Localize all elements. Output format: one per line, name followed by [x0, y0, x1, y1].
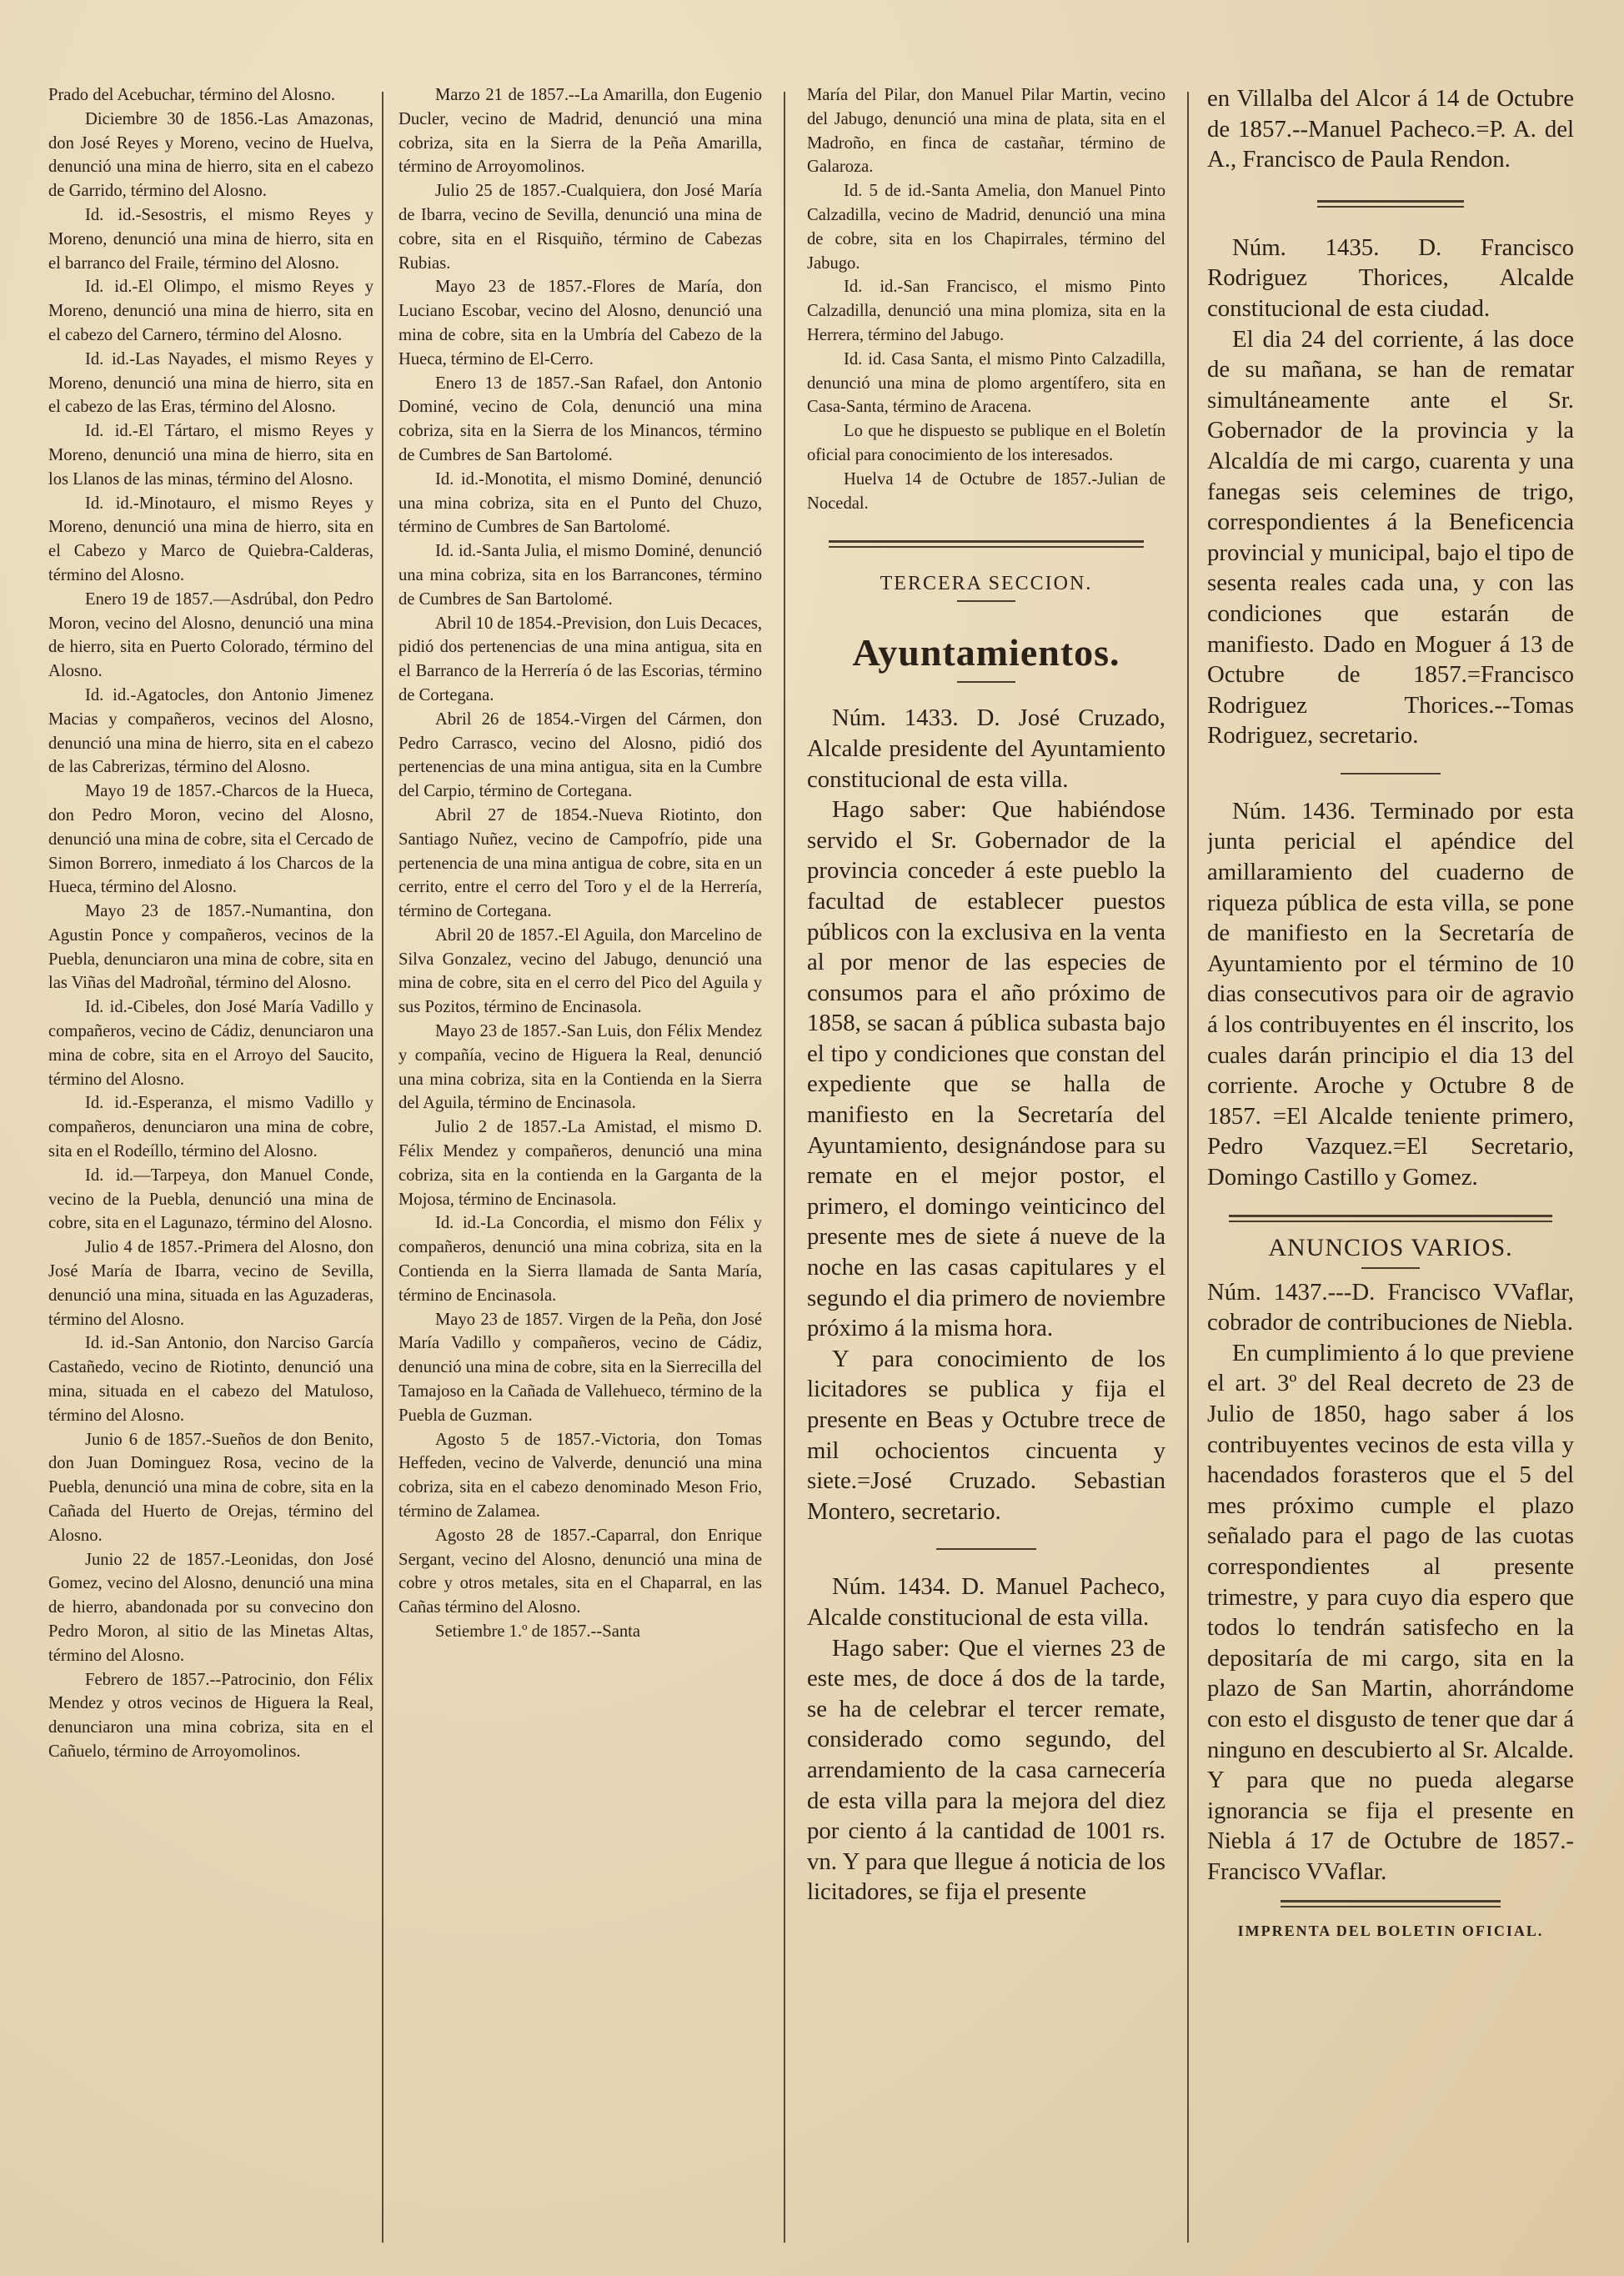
mine-entry: Junio 6 de 1857.-Sueños de don Benito, don Juan Dominguez Rosa, vecino de la Puebla, denunció una mina de cobre, sita en la Cañada del Huerto de Orejas, término del Alosno.	[48, 1430, 373, 1545]
notice-body: Y para conocimiento de los licitadores se publica y fija el presente en Beas y Octubre trece de mil ochocientos cincuenta y siete.=José Cruzado. Sebastian Montero, secretario.	[807, 1345, 1165, 1525]
short-rule	[957, 600, 1015, 602]
mine-entry: Id. id.-San Antonio, don Narciso García Castañedo, vecino de Riotinto, denunció una mina, situada en el cabezo del Matuloso, término del Alosno.	[48, 1334, 373, 1425]
notice-heading: Núm. 1437.---D. Francisco VVaflar, cobrador de contribuciones de Niebla.	[1207, 1278, 1574, 1336]
signature-line: Huelva 14 de Octubre de 1857.-Julian de Nocedal.	[807, 469, 1165, 513]
notice-body: El dia 24 del corriente, á las doce de su mañana, se han de rematar simultáneamente ante el Sr. Gobernador de la provincia y la Alcaldía de mi cargo, cuarenta y una fanegas seis celemines de trigo, correspondientes á la Beneficencia provincial y municipal, bajo el tipo de sesenta reales cada una, y con las condiciones que estarán de manifiesto. Dado en Moguer á 13 de Octubre de 1857.=Francisco Rodriguez Thorices.--Tomas Rodriguez, secretario.	[1207, 325, 1574, 749]
section-divider	[1229, 1215, 1551, 1222]
mine-entry: Mayo 23 de 1857.-Flores de María, don Luciano Escobar, vecino del Alosno, denunció una mina de cobre, sita en la Umbría del Cabezo de la Hueca, término de El-Cerro.	[398, 278, 762, 368]
mine-entry: Diciembre 30 de 1856.-Las Amazonas, don José Reyes y Moreno, vecino de Huelva, denunció una mina de hierro, sita en el cabezo de Garrido, término del Alosno.	[48, 109, 373, 201]
notice-body: en Villalba del Alcor á 14 de Octubre de 1857.--Manuel Pacheco.=P. A. del A., Francisco de Paula Rendon.	[1207, 85, 1574, 173]
mine-entry: Abril 27 de 1854.-Nueva Riotinto, don Santiago Nuñez, vecino de Campofrío, pide una pertenencia de una mina antigua de cobre, sita en un cerrito, entre el cerro del Toro y el de la Herrería, término de Cortegana.	[398, 805, 762, 921]
mine-entry: Id. id.—Tarpeya, don Manuel Conde, vecino de la Puebla, denunció una mina de cobre, sita en el Lagunazo, término del Alosno.	[48, 1166, 373, 1233]
mine-entry: Id. id.-El Olimpo, el mismo Reyes y Moreno, denunció una mina de hierro, sita en el cabezo del Carnero, término del Alosno.	[48, 278, 373, 344]
ads-heading: ANUNCIOS VARIOS.	[1268, 1233, 1513, 1261]
mine-entry: Id. id.-La Concordia, el mismo don Félix y compañeros, denunció una mina cobriza, sita en la Contienda en la Sierra llamada de Santa María, término de Encinasola.	[398, 1214, 762, 1305]
column-1	[48, 83, 373, 2243]
mine-entry: Id. id.-Esperanza, el mismo Vadillo y compañeros, denunciaron una mina de cobre, sita en el Rodeíllo, término del Alosno.	[48, 1094, 373, 1161]
mine-entry: Abril 10 de 1854.-Prevision, don Luis Decaces, pidió dos pertenencias de una mina antigua, sita en el Barranco de la Herrería ó de las Escorias, término de Cortegana.	[398, 614, 762, 704]
notice-divider	[936, 1548, 1036, 1550]
mine-entry: Agosto 28 de 1857.-Caparral, don Enrique Sergant, vecino del Alosno, denunció una mina de cobre y otros metales, sita en el Chaparral, en las Cañas término del Alosno.	[398, 1526, 762, 1617]
column-rule	[784, 92, 785, 2243]
mine-entry: Mayo 23 de 1857. Virgen de la Peña, don José María Vadillo y compañeros, vecino de Cádiz, denunció una mina de cobre, sita en la Sierrecilla del Tamajoso en la Cañada de Vallehueco, término de la Puebla de Guzman.	[398, 1310, 762, 1425]
mine-entry: Julio 4 de 1857.-Primera del Alosno, don José María de Ibarra, vecino de Sevilla, denunció una mina, situada en las Aguzaderas, término del Alosno.	[48, 1238, 373, 1329]
mine-entry: Id. id.-Cibeles, don José María Vadillo y compañeros, vecino de Cádiz, denunciaron una mina de cobre, sita en el Arroyo del Saucito, término del Alosno.	[48, 998, 373, 1089]
notice-body: Núm. 1436. Terminado por esta junta pericial el apéndice del amillaramiento del cuaderno de riqueza pública de esta villa, se pone de manifiesto en la Secretaría de Ayuntamiento por el término de 10 dias consecutivos para oir de agravio á los contribuyentes en él inscrito, los cuales darán principio el dia 13 del corriente. Aroche y Octubre 8 de 1857. =El Alcalde teniente primero, Pedro Vazquez.=El Secretario, Domingo Castillo y Gomez.	[1207, 797, 1574, 1191]
imprint-line: IMPRENTA DEL BOLETIN OFICIAL.	[1237, 1923, 1544, 1940]
mine-entry: Id. 5 de id.-Santa Amelia, don Manuel Pinto Calzadilla, vecino de Madrid, denunció una mina de cobre, sita en los Chapirrales, término del Jabugo.	[807, 182, 1165, 273]
notice-heading: Núm. 1434. D. Manuel Pacheco, Alcalde constitucional de esta villa.	[807, 1573, 1165, 1631]
mine-entry: Agosto 5 de 1857.-Victoria, don Tomas Heffeden, vecino de Valverde, denunció una mina cobriza, sita en el cabezo denominado Meson Frio, término de Zalamea.	[398, 1430, 762, 1522]
mine-entry: Enero 13 de 1857.-San Rafael, don Antonio Dominé, vecino de Cola, denunció una mina cobriza, sita en la Sierra de los Minancos, término de Cumbres de San Bartolomé.	[398, 373, 762, 464]
footer-divider	[1281, 1900, 1501, 1908]
mine-entry: Setiembre 1.º de 1857.--Santa	[435, 1622, 641, 1641]
mine-entry: Id. id.-Minotauro, el mismo Reyes y Moreno, denunció una mina de hierro, sita en el Cabezo y Marco de Quiebra-Calderas, término del Alosno.	[48, 494, 373, 584]
notice-body: Hago saber: Que habiéndose servido el Sr. Gobernador de la provincia conceder á este pueblo la facultad de establecer puestos públicos con la exclusiva en la venta al por menor de las especies de consumos para el año próximo de 1858, se sacan á pública subasta bajo el tipo y condiciones que constan del expediente que se halla de manifiesto en la Secretaría del Ayuntamiento, designándose para su remate en el mejor postor, el primero, el domingo veinticinco del presente mes de siete á nueve de la noche en las casas capitulares y el segundo el dia primero de noviembre próximo á la misma hora.	[807, 796, 1165, 1342]
mine-entry: Id. id.-Santa Julia, el mismo Dominé, denunció una mina cobriza, sita en los Barrancones, término de Cumbres de San Bartolomé.	[398, 542, 762, 609]
notice-body: Hago saber: Que el viernes 23 de este mes, de doce á dos de la tarde, se ha de celebrar el tercer remate, considerado como segundo, del arrendamiento de la casa carnecería de esta villa para la mejora del diez por ciento á la cantidad de 1001 rs. vn. Y para que llegue á noticia de los licitadores, se fija el presente	[807, 1634, 1165, 1906]
mine-entry: Febrero de 1857.--Patrocinio, don Félix Mendez y otros vecinos de Higuera la Real, denunciaron una mina cobriza, sita en el Cañuelo, término de Arroyomolinos.	[48, 1670, 373, 1761]
mine-entry: Junio 22 de 1857.-Leonidas, don José Gomez, vecino del Alosno, denunció una mina de hierro, abandonada por su convecino don Pedro Moron, al sitio de las Minetas Altas, término del Alosno.	[48, 1550, 373, 1665]
mine-entry: Id. id.-Sesostris, el mismo Reyes y Moreno, denunció una mina de hierro, sita en el barranco del Fraile, término del Alosno.	[48, 205, 373, 273]
notice-heading: Núm. 1435. D. Francisco Rodriguez Thorices, Alcalde constitucional de esta ciudad.	[1207, 233, 1574, 322]
column-rule	[382, 92, 383, 2243]
mine-entry: Julio 2 de 1857.-La Amistad, el mismo D. Félix Mendez y compañeros, denunció una mina cobriza, sita en la contienda en la Garganta de la Mojosa, término de Encinasola.	[398, 1118, 762, 1209]
mine-entry: Julio 25 de 1857.-Cualquiera, don José María de Ibarra, vecino de Sevilla, denunció una mina de cobre, sita en el Risquiño, término de Cabezas Rubias.	[398, 182, 762, 273]
mine-entry: María del Pilar, don Manuel Pilar Martin, vecino del Jabugo, denunció una mina de plata, sita en el Madroño, en finca de castañar, término de Galaroza.	[807, 86, 1165, 177]
mine-entry: Mayo 19 de 1857.-Charcos de la Hueca, don Pedro Moron, vecino del Alosno, denunció una mina de cobre, sita el Cercado de Simon Borrero, inmediato á los Charcos de la Hueca, término del Alosno.	[48, 782, 373, 897]
notice-divider	[1317, 200, 1464, 208]
mine-entry: Id. id. Casa Santa, el mismo Pinto Calzadilla, denunció una mina de plomo argentífero, sita en Casa-Santa, término de Aracena.	[807, 349, 1165, 417]
mine-entry: Id. id.-Monotita, el mismo Dominé, denunció una mina cobriza, sita en el Punto del Chuzo, término de Cumbres de San Bartolomé.	[398, 469, 762, 537]
mine-entry: Abril 20 de 1857.-El Aguila, don Marcelino de Silva Gonzalez, vecino del Jabugo, denunció una mina de cobre, sita en el cerro del Pico del Aguila y sus Pozitos, término de Encinasola.	[398, 925, 762, 1017]
short-rule	[957, 681, 1015, 683]
column-2	[398, 83, 762, 2243]
mine-entry: Prado del Acebuchar, término del Alosno.	[48, 86, 336, 104]
mine-entry: Id. id.-Agatocles, don Antonio Jimenez Macias y compañeros, vecinos del Alosno, denunció una mina de hierro, sita en el cabezo de las Cabrerizas, término del Alosno.	[48, 685, 373, 777]
mine-entry: Enero 19 de 1857.—Asdrúbal, don Pedro Moron, vecino del Alosno, denunció una mina de hierro, sita en Puerto Colorado, término del Alosno.	[48, 589, 373, 681]
mine-entry: Id. id.-El Tártaro, el mismo Reyes y Moreno, denunció una mina de hierro, sita en los Llanos de las minas, término del Alosno.	[48, 422, 373, 489]
section-title: Ayuntamientos.	[852, 631, 1120, 674]
section-divider	[829, 540, 1144, 548]
notice-body: En cumplimiento á lo que previene el art. 3º del Real decreto de 23 de Julio de 1850, hago saber á los contribuyentes vecinos de esta villa y hacendados forasteros que el 5 del mes próximo cumple el plazo señalado para el pago de las cuotas correspondientes al presente trimestre, y para cuyo dia espero que todos lo tendrán satisfecho en la depositaría de mi cargo, sita en la plazo de San Martin, ahorrándome con esto el disgusto de tener que dar á ninguno en descubierto al Sr. Alcalde. Y para que no pueda alegarse ignorancia se fija el presente en Niebla á 17 de Octubre de 1857.-Francisco VVaflar.	[1207, 1339, 1574, 1885]
section-heading: TERCERA SECCION.	[880, 573, 1093, 595]
closing-note: Lo que he dispuesto se publique en el Boletín oficial para conocimiento de los interesados.	[807, 422, 1165, 464]
column-4	[1207, 83, 1574, 2243]
column-3	[807, 83, 1165, 2243]
mine-entry: Marzo 21 de 1857.--La Amarilla, don Eugenio Ducler, vecino de Madrid, denunció una mina cobriza, sita en la Sierra de la Peña Amarilla, término de Arroyomolinos.	[398, 86, 762, 177]
notice-heading: Núm. 1433. D. José Cruzado, Alcalde presidente del Ayuntamiento constitucional de esta villa.	[807, 704, 1165, 793]
mine-entry: Mayo 23 de 1857.-San Luis, don Félix Mendez y compañía, vecino de Higuera la Real, denunció una mina cobriza, sita en la Contienda en la Sierra del Aguila, término de Encinasola.	[398, 1022, 762, 1113]
mine-entry: Abril 26 de 1854.-Virgen del Cármen, don Pedro Carrasco, vecino del Alosno, pidió dos pertenencias de una mina antigua, sita en la Cumbre del Carpio, término de Cortegana.	[398, 709, 762, 801]
notice-divider	[1341, 773, 1441, 775]
mine-entry: Id. id.-San Francisco, el mismo Pinto Calzadilla, denunció una mina plomiza, sita en la Herrera, término del Jabugo.	[807, 278, 1165, 344]
mine-entry: Id. id.-Las Nayades, el mismo Reyes y Moreno, denunció una mina de hierro, sita en el cabezo de las Eras, término del Alosno.	[48, 349, 373, 417]
short-rule	[1361, 1267, 1420, 1269]
column-rule	[1187, 92, 1189, 2243]
mine-entry: Mayo 23 de 1857.-Numantina, don Agustin Ponce y compañeros, vecinos de la Puebla, denunciaron una mina de cobre, sita en las Viñas del Madroñal, término del Alosno.	[48, 902, 373, 993]
